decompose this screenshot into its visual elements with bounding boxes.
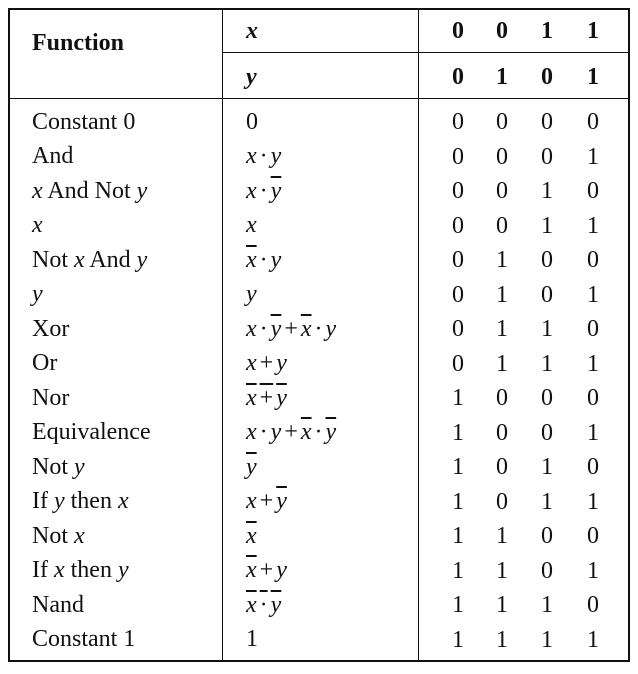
truth-value-cell: 0 <box>587 592 599 618</box>
truth-value-cell: 0 <box>496 178 508 204</box>
truth-value-cell: 0 <box>587 316 599 342</box>
row-function-name: Nor <box>32 385 70 411</box>
row-expression: $x \cdot y + \overline{x} \cdot \overline{y}$ <box>246 419 337 445</box>
truth-value-cell: 1 <box>587 144 599 170</box>
row-function-name: y <box>32 281 43 307</box>
truth-value-cell: 1 <box>452 558 464 584</box>
truth-value-cell: 1 <box>587 627 599 653</box>
truth-value-cell: 0 <box>452 213 464 239</box>
row-expression: $\overline{x} \cdot y$ <box>246 247 282 273</box>
truth-value-cell: 0 <box>541 558 553 584</box>
row-expression: x <box>246 212 257 238</box>
row-function-name: If y then x <box>32 488 129 514</box>
truth-value-cell: 1 <box>496 247 508 273</box>
row-expression: $x \cdot \overline{y} + \overline{x} \cdot y$ <box>246 316 337 342</box>
row-function-name: x And Not y <box>32 178 148 204</box>
header-y-label: y <box>246 64 257 90</box>
column-divider-expression <box>418 10 419 660</box>
truth-value-cell: 0 <box>541 109 553 135</box>
column-divider-function <box>222 10 223 660</box>
row-function-name: Constant 1 <box>32 626 136 652</box>
truth-value-cell: 1 <box>452 523 464 549</box>
truth-value-cell: 0 <box>452 109 464 135</box>
row-function-name: Constant 0 <box>32 109 136 135</box>
truth-value-cell: 0 <box>541 144 553 170</box>
truth-value-cell: 1 <box>452 592 464 618</box>
row-function-name: Xor <box>32 316 70 342</box>
truth-value-cell: 0 <box>587 247 599 273</box>
truth-value-cell: 1 <box>541 489 553 515</box>
truth-value-cell: 0 <box>587 454 599 480</box>
truth-value-cell: 1 <box>587 489 599 515</box>
header-y-bit: 1 <box>587 64 599 90</box>
row-function-name: Or <box>32 350 58 376</box>
truth-value-cell: 1 <box>452 420 464 446</box>
truth-value-cell: 0 <box>496 420 508 446</box>
truth-value-cell: 1 <box>587 351 599 377</box>
truth-value-cell: 0 <box>541 247 553 273</box>
row-expression: $x + \overline{y}$ <box>246 488 287 514</box>
truth-value-cell: 0 <box>541 282 553 308</box>
truth-value-cell: 0 <box>452 144 464 170</box>
truth-value-cell: 0 <box>452 316 464 342</box>
row-expression: x · y <box>246 143 282 169</box>
header-divider <box>10 98 628 99</box>
truth-value-cell: 1 <box>541 592 553 618</box>
row-function-name: Not y <box>32 454 85 480</box>
truth-value-cell: 0 <box>587 385 599 411</box>
row-expression: y <box>246 281 257 307</box>
truth-value-cell: 0 <box>452 247 464 273</box>
row-expression: 1 <box>246 626 258 652</box>
truth-value-cell: 0 <box>587 178 599 204</box>
row-expression: 0 <box>246 109 258 135</box>
truth-value-cell: 0 <box>452 178 464 204</box>
truth-value-cell: 1 <box>496 351 508 377</box>
row-expression: x + y <box>246 385 287 411</box>
truth-value-cell: 1 <box>496 558 508 584</box>
row-expression: x + y <box>246 350 287 376</box>
row-function-name: Not x <box>32 523 85 549</box>
truth-value-cell: 1 <box>496 523 508 549</box>
row-function-name: And <box>32 143 74 169</box>
truth-value-cell: 1 <box>496 316 508 342</box>
row-expression: x · y <box>246 592 282 618</box>
truth-value-cell: 0 <box>496 109 508 135</box>
truth-value-cell: 0 <box>541 385 553 411</box>
header-y-bit: 0 <box>541 64 553 90</box>
header-function-label: Function <box>32 30 125 56</box>
row-function-name: If x then y <box>32 557 129 583</box>
truth-value-cell: 0 <box>496 489 508 515</box>
truth-value-cell: 1 <box>496 282 508 308</box>
header-x-bit: 0 <box>452 18 464 44</box>
row-function-name: Equivalence <box>32 419 151 445</box>
header-y-bit: 1 <box>496 64 508 90</box>
truth-value-cell: 0 <box>496 144 508 170</box>
truth-value-cell: 1 <box>496 627 508 653</box>
truth-value-cell: 1 <box>541 178 553 204</box>
truth-value-cell: 1 <box>587 213 599 239</box>
row-function-name: Nand <box>32 592 84 618</box>
row-function-name: x <box>32 212 43 238</box>
header-y-bit: 0 <box>452 64 464 90</box>
truth-value-cell: 0 <box>587 109 599 135</box>
truth-value-cell: 1 <box>541 351 553 377</box>
truth-value-cell: 1 <box>541 454 553 480</box>
truth-value-cell: 1 <box>587 420 599 446</box>
truth-value-cell: 0 <box>541 420 553 446</box>
header-divider-xy <box>222 52 628 53</box>
row-expression: $\overline{y}$ <box>246 454 257 480</box>
truth-value-cell: 0 <box>587 523 599 549</box>
header-x-bit: 1 <box>541 18 553 44</box>
truth-value-cell: 0 <box>496 385 508 411</box>
header-x-bit: 0 <box>496 18 508 44</box>
truth-value-cell: 1 <box>541 213 553 239</box>
truth-value-cell: 1 <box>452 454 464 480</box>
truth-value-cell: 1 <box>587 282 599 308</box>
truth-value-cell: 0 <box>452 351 464 377</box>
truth-value-cell: 1 <box>452 489 464 515</box>
truth-value-cell: 1 <box>541 627 553 653</box>
truth-value-cell: 0 <box>452 282 464 308</box>
truth-value-cell: 1 <box>587 558 599 584</box>
truth-value-cell: 0 <box>496 454 508 480</box>
truth-value-cell: 0 <box>541 523 553 549</box>
truth-value-cell: 0 <box>496 213 508 239</box>
row-function-name: Not x And y <box>32 247 148 273</box>
truth-value-cell: 1 <box>541 316 553 342</box>
row-expression: $\overline{x}$ <box>246 523 257 549</box>
row-expression: $x \cdot \overline{y}$ <box>246 178 282 204</box>
row-expression: $\overline{x} + y$ <box>246 557 287 583</box>
truth-value-cell: 1 <box>496 592 508 618</box>
header-x-label: x <box>246 18 258 44</box>
truth-value-cell: 1 <box>452 627 464 653</box>
header-x-bit: 1 <box>587 18 599 44</box>
truth-value-cell: 1 <box>452 385 464 411</box>
